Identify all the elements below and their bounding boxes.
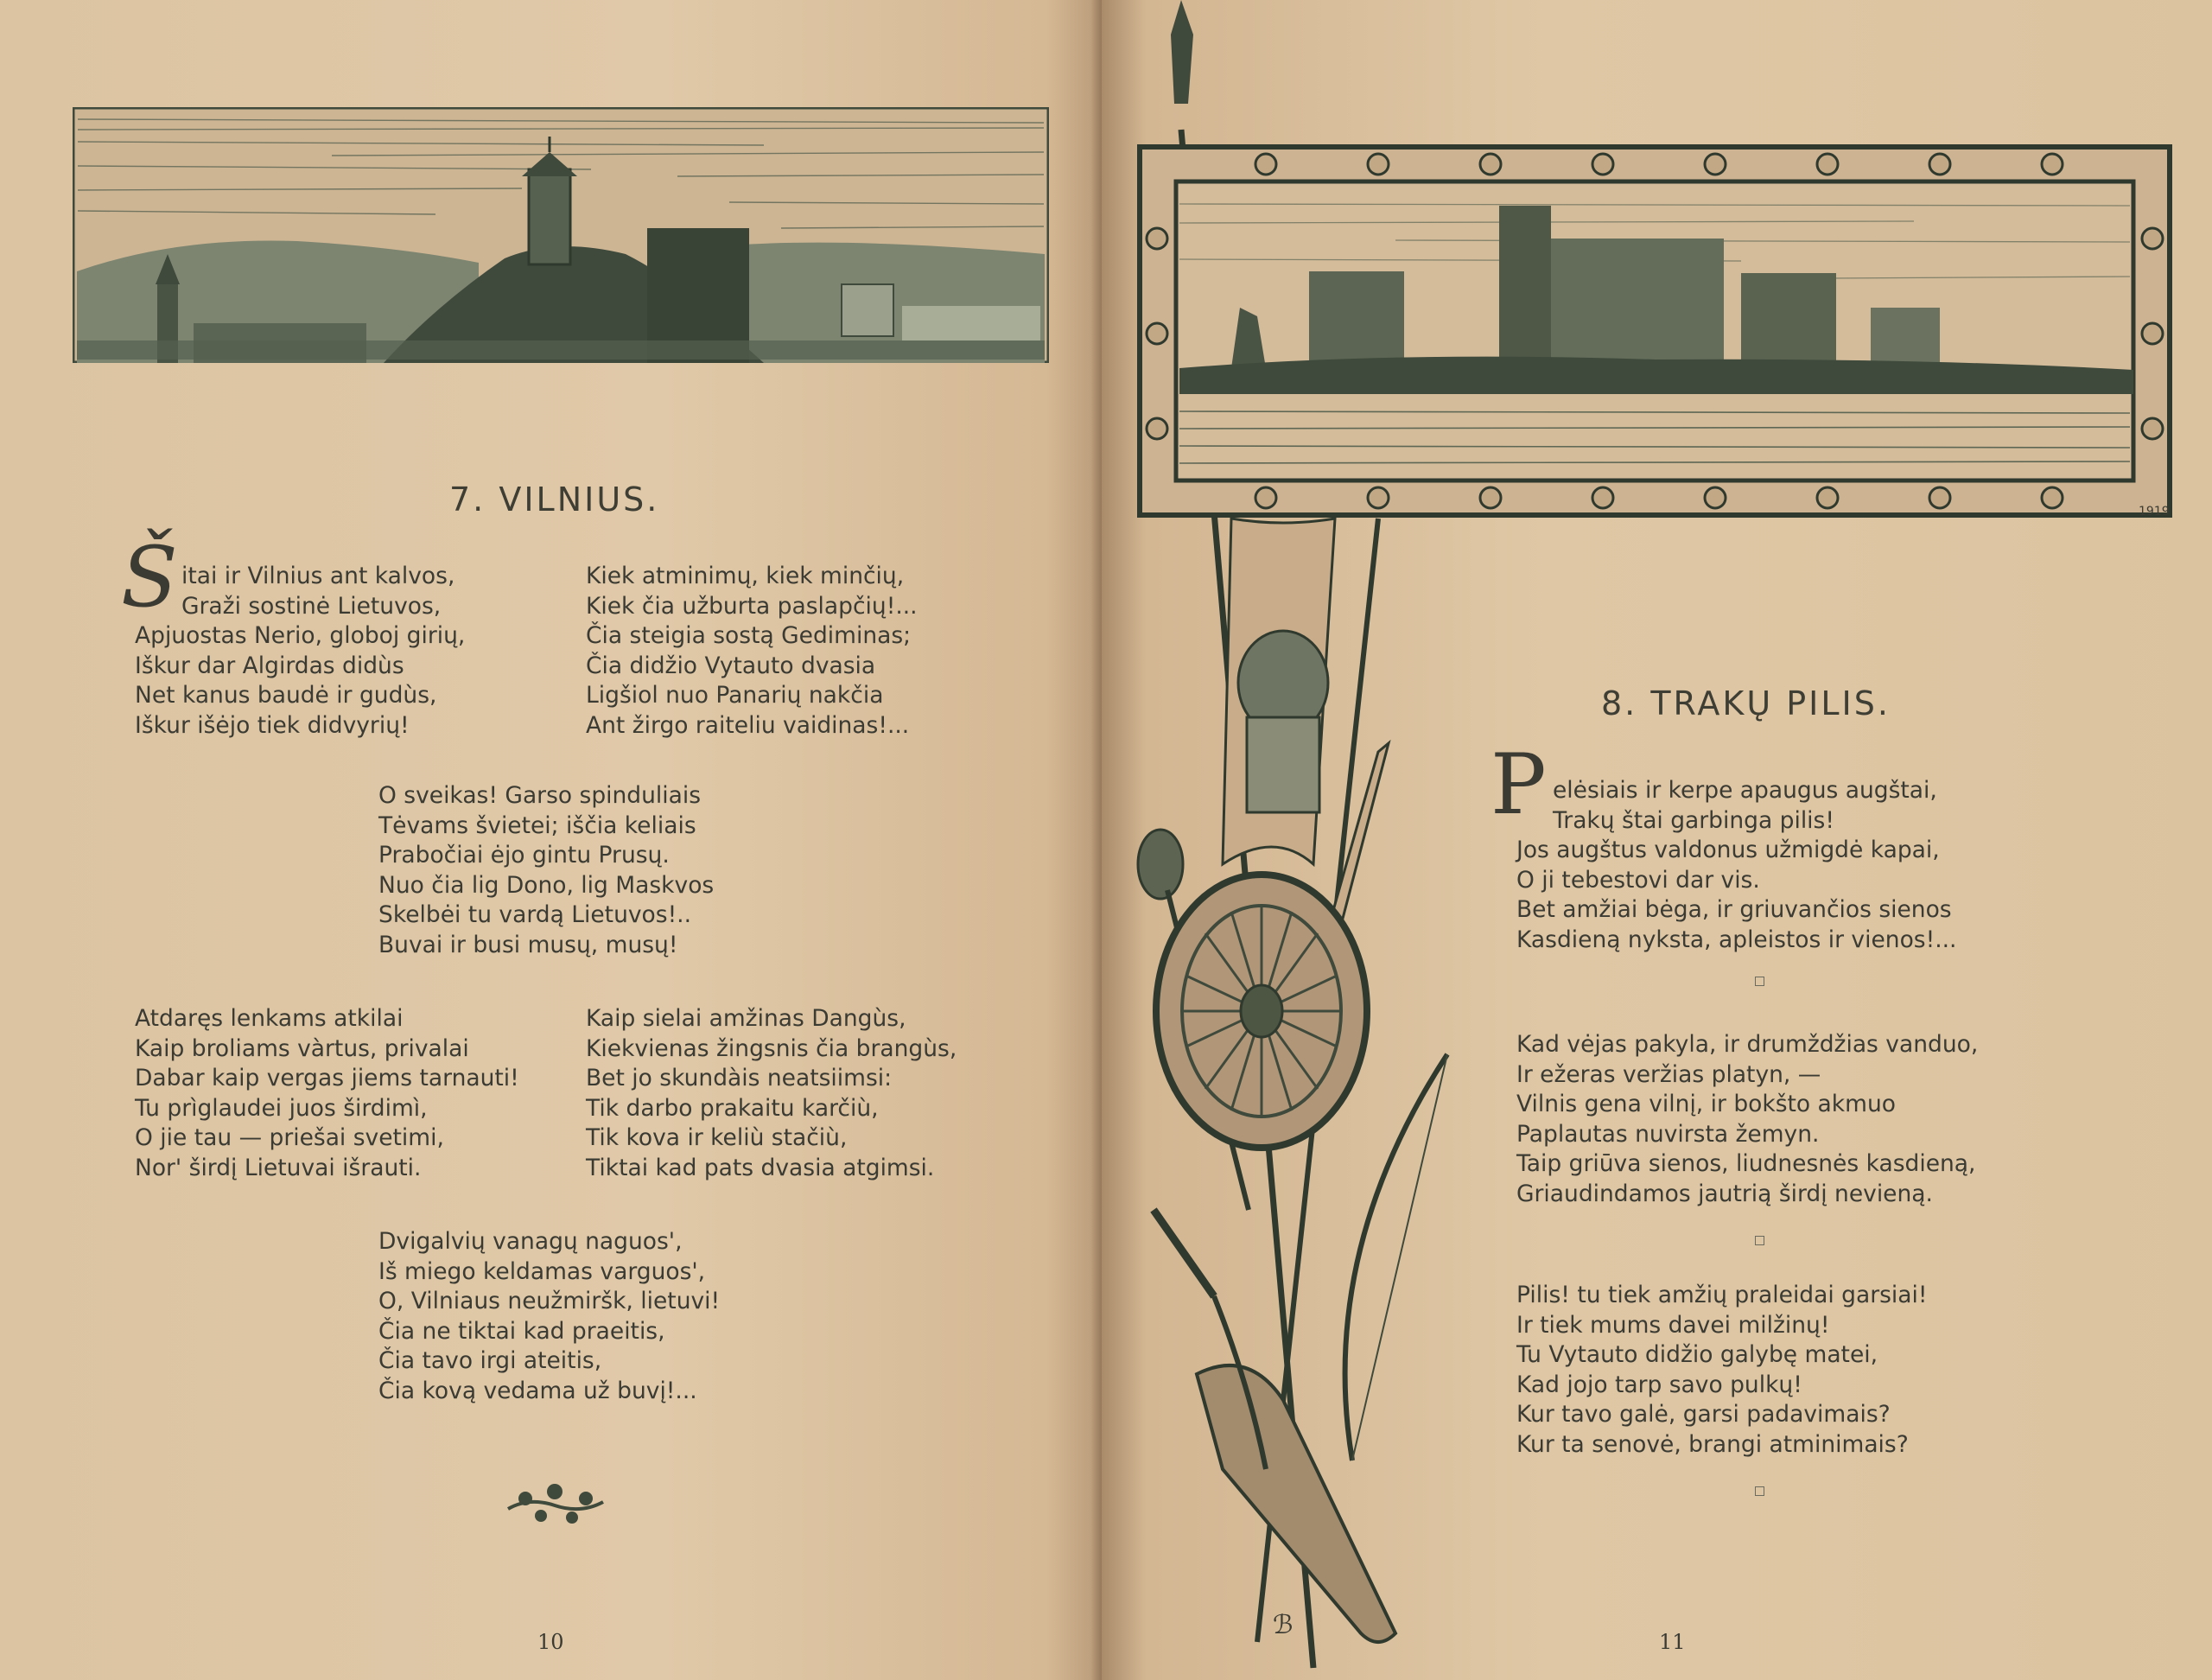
verse-line: Pilis! tu tiek amžių praleidai garsiai! — [1516, 1282, 1928, 1308]
verse-line: Tėvams švietei; iščia keliais — [378, 811, 696, 839]
stanza-2 — [378, 781, 714, 960]
page-number-right: 11 — [1659, 1630, 1686, 1654]
verse-line: Atdaręs lenkams atkilai — [135, 1005, 404, 1032]
verse-line: Kaip sielai amžinas Dangùs, — [586, 1005, 906, 1032]
stanza-1-left — [181, 562, 454, 621]
verse-line: Kaip broliams vàrtus, privalai — [135, 1034, 469, 1062]
verse-line: O sveikas! Garso spinduliais — [378, 782, 702, 809]
floral-ornament-icon — [503, 1480, 608, 1528]
verse-line: Nuo čia lig Dono, lig Maskvos — [378, 871, 715, 899]
verse-line: elėsiais ir kerpe apaugus augštai, — [1553, 777, 1937, 804]
verse-line: Ligšiol nuo Panarių nakčia — [586, 682, 884, 709]
verse-line: Čia didžio Vytauto dvasia — [586, 652, 876, 679]
verse-line: Kiekvienas žingsnis čia brangùs, — [586, 1034, 957, 1062]
stanza-3-right — [586, 1004, 957, 1183]
verse-line: Griaudindamos jautrią širdį nevieną. — [1516, 1180, 1933, 1207]
verse-line: Čia steigia sostą Gediminas; — [586, 622, 912, 649]
frame-year-label — [2139, 505, 2170, 519]
verse-line: Buvai ir busi musų, musų! — [378, 931, 678, 958]
verse-line: Apjuostas Nerio, globoj girių, — [135, 622, 466, 649]
poem-title-trakai: 8. TRAKŲ PILIS. — [1601, 684, 1891, 722]
stanza-3-left — [135, 1004, 519, 1183]
stanza-1-right — [586, 562, 918, 741]
verse-line: O, Vilniaus neužmiršk, lietuvi! — [378, 1288, 721, 1314]
trakai-stanza-2 — [1516, 1030, 1978, 1209]
page-number-left: 10 — [537, 1630, 564, 1654]
stanza-4 — [378, 1227, 720, 1406]
frame-year-value: 1919 — [2139, 505, 2170, 519]
verse-line: Tik darbo prakaitu karčiù, — [586, 1094, 879, 1122]
verse-line: Tu Vytauto didžio galybę matei, — [1516, 1341, 1878, 1368]
verse-line: Kur ta senovė, brangi atminimais? — [1516, 1430, 1909, 1458]
verse-line: Ir tiek mums davei milžinų! — [1516, 1311, 1830, 1339]
verse-line: O ji tebestovi dar vis. — [1516, 866, 1760, 894]
verse-line: Iškur dar Algirdas didùs — [135, 652, 404, 679]
verse-line: Čia kovą vedama už buvį!... — [378, 1377, 697, 1404]
verse-line: Bet amžiai bėga, ir griuvančios sienos — [1516, 896, 1952, 923]
drop-cap-s: Š — [121, 529, 178, 626]
verse-line: Taip griūva sienos, liudnesnės kasdieną, — [1516, 1150, 1976, 1177]
verse-line: Ir ežeras veržias platyn, — — [1516, 1060, 1821, 1088]
trakai-stanza-1-first-lines — [1553, 776, 1937, 836]
verse-line: itai ir Vilnius ant kalvos, — [181, 563, 455, 589]
verse-line: Čia tavo irgi ateitis, — [378, 1347, 602, 1374]
vilnius-engraving — [73, 107, 1049, 363]
svg-text:ℬ: ℬ — [1273, 1610, 1294, 1640]
stanza-separator-icon — [1755, 1236, 1764, 1245]
verse-line: Kiek čia užburta paslapčių!... — [586, 592, 918, 620]
verse-line: Trakų štai garbinga pilis! — [1553, 806, 1834, 834]
verse-line: Dvigalvių vanagų naguos', — [378, 1228, 683, 1255]
verse-line: Net kanus baudė ir gudùs, — [135, 682, 437, 709]
trakai-castle-engraving-frame — [1136, 143, 2173, 519]
stanza-separator-icon — [1755, 1486, 1764, 1496]
verse-line: Prabočiai ėjo gintu Prusų. — [378, 842, 670, 869]
verse-line: Čia ne tiktai kad praeitis, — [378, 1317, 665, 1345]
verse-line: Dabar kaip vergas jiems tarnauti! — [135, 1065, 519, 1091]
verse-line: Graži sostinė Lietuvos, — [181, 592, 442, 620]
verse-line: Jos augštus valdonus užmigdė kapai, — [1516, 837, 1940, 863]
verse-line: Paplautas nuvirsta žemyn. — [1516, 1120, 1820, 1148]
stanza-separator-icon — [1755, 977, 1764, 986]
left-page — [0, 0, 1102, 1680]
verse-line: O jie tau — priešai svetimi, — [135, 1124, 444, 1151]
verse-line: Kad jojo tarp savo pulkų! — [1516, 1371, 1802, 1398]
verse-line: Iškur išėjo tiek didvyrių! — [135, 711, 410, 739]
drop-cap-p: P — [1491, 736, 1547, 833]
verse-line: Tu prìglaudei juos širdimì, — [135, 1094, 428, 1122]
verse-line: Iš miego keldamas varguos', — [378, 1257, 706, 1285]
stanza-1-left-continued — [135, 621, 465, 741]
trakai-stanza-3 — [1516, 1281, 1928, 1460]
right-page — [1102, 0, 2212, 1680]
verse-line: Kad vėjas pakyla, ir drumždžias vanduo, — [1516, 1031, 1979, 1058]
verse-line: Kiek atminimų, kiek minčių, — [586, 563, 905, 589]
verse-line: Kur tavo galė, garsi padavimais? — [1516, 1401, 1891, 1428]
verse-line: Ant žirgo raiteliu vaidinas!... — [586, 711, 910, 739]
verse-line: Skelbėi tu vardą Lietuvos!.. — [378, 901, 692, 928]
poem-title-vilnius: 7. VILNIUS. — [449, 480, 660, 519]
verse-line: Tiktai kad pats dvasia atgimsi. — [586, 1154, 935, 1181]
verse-line: Tik kova ir keliù stačiù, — [586, 1124, 848, 1151]
verse-line: Nor' širdį Lietuvai išrauti. — [135, 1154, 422, 1181]
verse-line: Bet jo skundàis neatsiimsi: — [586, 1065, 893, 1091]
verse-line: Kasdieną nyksta, apleistos ir vienos!... — [1516, 926, 1957, 953]
verse-line: Vilnis gena vilnį, ir bokšto akmuo — [1516, 1091, 1896, 1117]
trakai-stanza-1 — [1516, 836, 1956, 955]
